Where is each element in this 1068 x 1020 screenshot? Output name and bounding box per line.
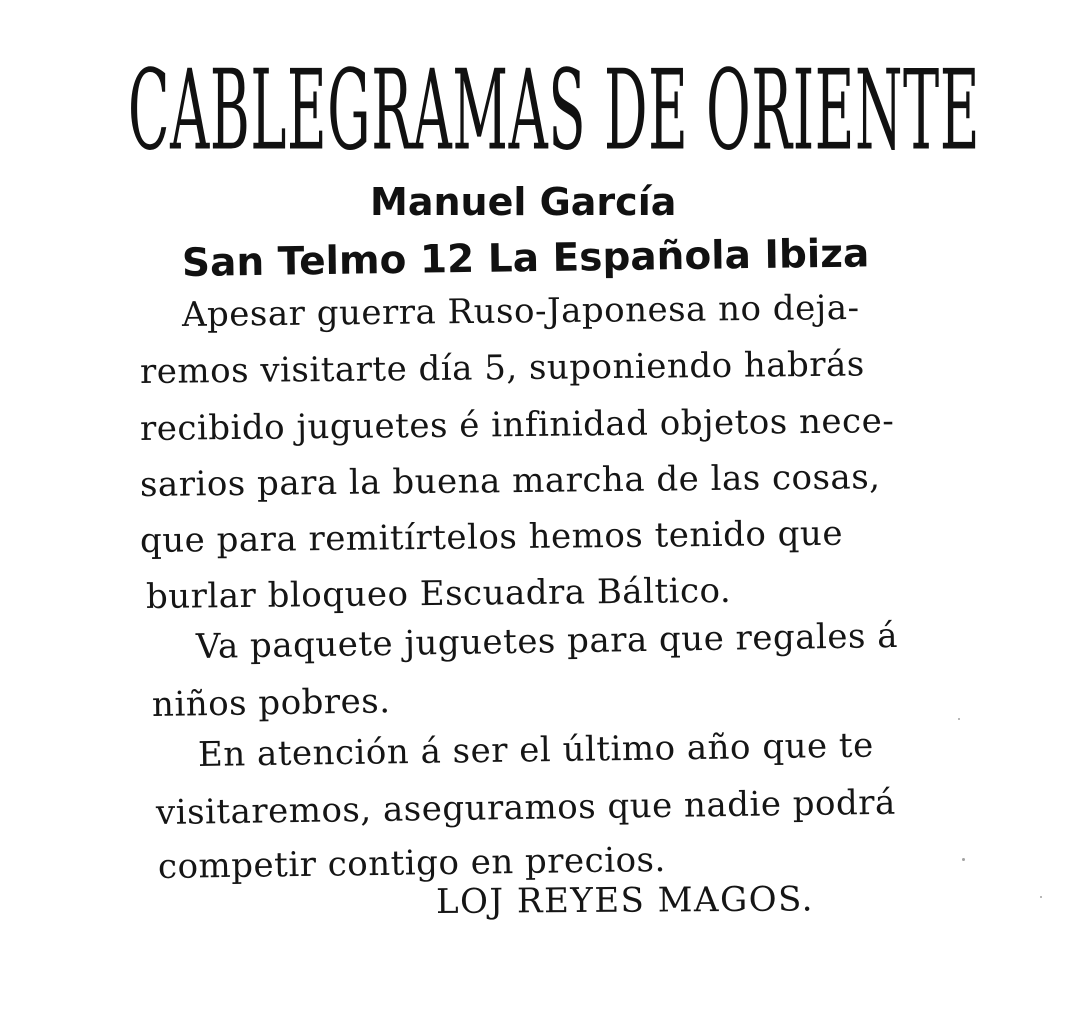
body-line: Apesar guerra Ruso-Japonesa no deja- [181, 287, 860, 335]
scan-speck [958, 718, 960, 720]
body-line: competir contigo en precios. [157, 839, 667, 887]
body-line: remos visitarte día 5, suponiendo habrás [139, 344, 865, 392]
body-line: En atención á ser el último año que te [197, 725, 874, 775]
body-line: visitaremos, aseguramos que nadie podrá [155, 782, 897, 833]
addressee-address: San Telmo 12 La Española Ibiza [181, 231, 870, 286]
signature: LOJ REYES MAGOS. [435, 879, 815, 922]
headline: CABLEGRAMAS DE ORIENTE [128, 46, 981, 175]
body-line: sarios para la buena marcha de las cosas, [139, 457, 881, 505]
body-line: niños pobres. [151, 681, 391, 725]
body-line: Va paquete juguetes para que regales á [195, 615, 899, 667]
addressee-name: Manuel García [370, 180, 677, 224]
scan-speck [1040, 896, 1042, 898]
body-line: que para remitírtelos hemos tenido que [139, 513, 844, 561]
body-line: burlar bloqueo Escuadra Báltico. [145, 570, 732, 617]
scan-speck [962, 858, 965, 861]
body-line: recibido juguetes é infinidad objetos nece- [139, 401, 895, 449]
